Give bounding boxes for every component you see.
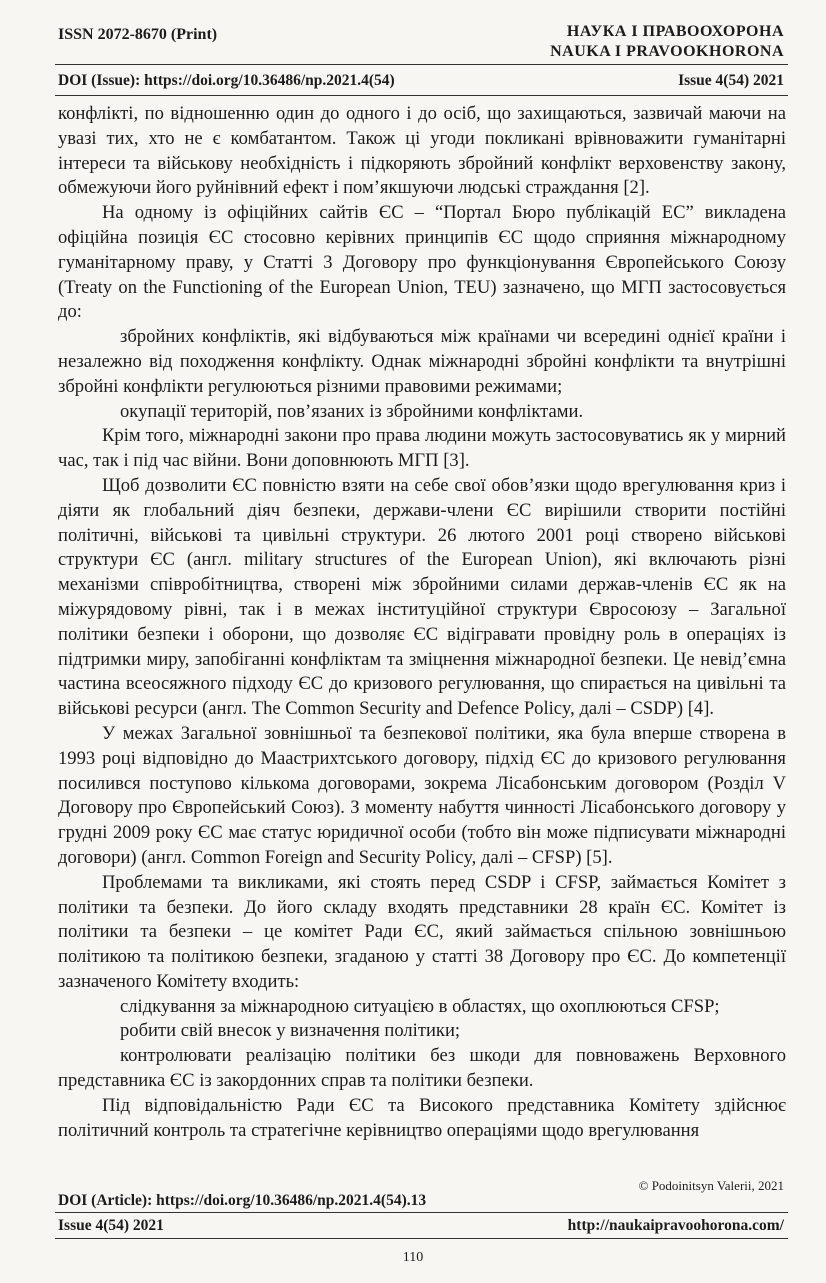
copyright: © Podoinitsyn Valerii, 2021: [638, 1178, 784, 1193]
journal-title-ukrainian: НАУКА І ПРАВООХОРОНА: [566, 23, 784, 40]
issue-label-top: Issue 4(54) 2021: [678, 72, 784, 89]
doi-article: DOI (Article): https://doi.org/10.36486/np.2021.4(54).13: [58, 1192, 427, 1209]
page-number: 110: [402, 1250, 424, 1265]
paragraph: У межах Загальної зовнішньої та безпекової політики, яка була вперше створена в 1993 році відповідно до Маастрихтського договору, підхід ЄС до кризового регулювання посилився поступово кількома договорами, зокрема Лісабонським договором (Розділ V Договору про Європейський Союз). З моменту набуття чинності Лісабонського договору у грудні 2009 року ЄС має статус юридичної особи (тобто він може підписувати міжнародні договори) (англ. Common Foreign and Security Policy, далі – CFSP) [5].: [58, 722, 786, 868]
list-item: слідкування за міжнародною ситуацією в областях, що охоплюються CFSP;: [120, 995, 720, 1017]
journal-title: [550, 22, 784, 62]
paragraph: Проблемами та викликами, які стоять перед CSDP і CFSP, займається Комітет з політики та безпеки. До його складу входять представники 28 країн ЄС. Комітет із політики та безпеки – це комітет Ради ЄС, який займається спільною зовнішньою політикою та політикою безпеки, згаданою у статті 38 Договору про ЄС. До компетенції зазначеного Комітету входить:: [58, 871, 786, 992]
paragraph: Щоб дозволити ЄС повністю взяти на себе свої обов’язки щодо врегулювання криз і діяти як глобальний діяч безпеки, держави-члени ЄС вирішили створити постійні політичні, військові та цивільні структури. 26 лютого 2001 році створено військові структури ЄС (англ. military structures of the European Union), які включають різні механізми співробітництва, створені між збройними силами держав-членів ЄС як на міжурядовому рівні, так і в межах інституційної структури Євросоюзу – Загальної політики безпеки і оборони, що дозволяє ЄС відігравати провідну роль в операціях із підтримки миру, запобіганні конфліктам та зміцнення міжнародної безпеки. Це невід’ємна частина всеосяжного підходу ЄС до кризового регулювання, що спирається на цивільні та військові ресурси (англ. The Common Security and Defence Policy, далі – CSDP) [4].: [58, 474, 786, 720]
list-item: окупації територій, пов’язаних із збройними конфліктами.: [120, 400, 584, 422]
paragraph: Під відповідальністю Ради ЄС та Високого представника Комітету здійснює політичний контроль та стратегічне керівництво операціями щодо врегулювання: [58, 1094, 786, 1141]
issn: ISSN 2072-8670 (Print): [58, 26, 218, 43]
journal-title-latin: NAUKA I PRAVOOKHORONA: [550, 43, 784, 60]
doi-issue: DOI (Issue): https://doi.org/10.36486/np.2021.4(54): [58, 72, 395, 89]
paragraph: конфлікті, по відношенню один до одного і до осіб, що захищаються, зазвичай маючи на увазі тих, хто не є комбатантом. Також ці угоди покликані врівноважити гуманітарні інтереси та військову необхідність і підкоряють збройний конфлікт верховенству закону, обмежуючи його руйнівний ефект і пом’якшуючи людські страждання [2].: [58, 103, 786, 199]
issue-label-bottom: Issue 4(54) 2021: [58, 1217, 164, 1234]
list-item: збройних конфліктів, які відбуваються між країнами чи всередині однієї країни і незалежно від походження конфлікту. Однак міжнародні збройні конфлікти та внутрішні збройні конфлікти регулюються різними правовими режимами;: [58, 326, 786, 397]
paragraph: Крім того, міжнародні закони про права людини можуть застосовуватись як у мирний час, так і під час війни. Вони доповнюють МГП [3].: [58, 425, 786, 472]
footer-divider: [55, 1212, 788, 1213]
header-divider: [55, 64, 788, 65]
list-item: контролювати реалізацію політики без шкоди для повноважень Верховного представника ЄС із закордонних справ та політики безпеки.: [58, 1045, 786, 1092]
journal-url[interactable]: http://naukaipravoohorona.com/: [567, 1217, 784, 1234]
footer-bottom-divider: [55, 1238, 788, 1239]
paragraph: На одному із офіційних сайтів ЄС – “Портал Бюро публікацій ЕС” викладена офіційна позиція ЄС стосовно керівних принципів ЄС щодо сприяння міжнародному гуманітарному праву, у Статті 3 Договору про функціонування Європейського Союзу (Treaty on the Functioning of the European Union, TEU) зазначено, що МГП застосовується до:: [58, 202, 786, 323]
article-body: [58, 102, 786, 1143]
list-item: робити свій внесок у визначення політики;: [120, 1020, 461, 1042]
subheader-divider: [55, 95, 788, 96]
